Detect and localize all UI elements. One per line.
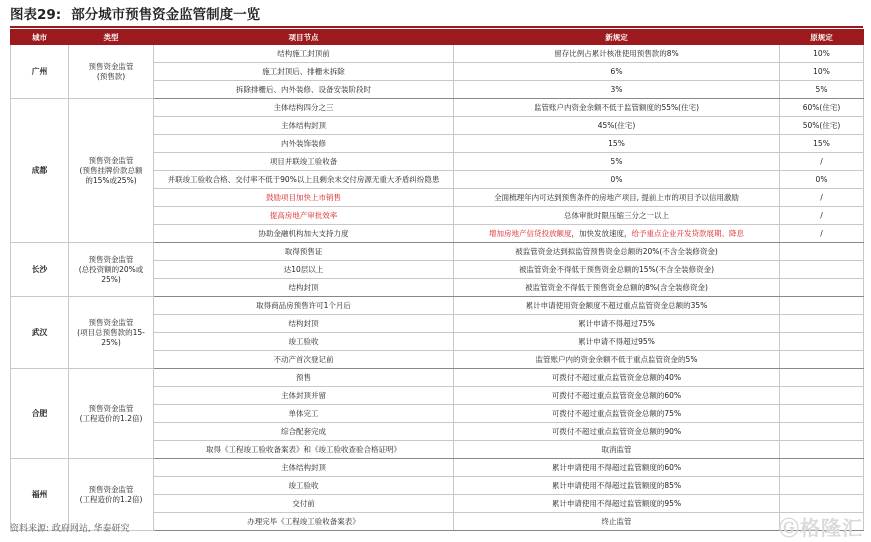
new-rule-cell: 监管账户内资金余额不低于监管额度的55%(住宅) <box>454 99 780 117</box>
old-rule-cell: 0% <box>780 171 864 189</box>
new-rule-cell: 可拨付不超过重点监管资金总额的75% <box>454 405 780 423</box>
new-rule-cell: 总体审批时限压缩三分之一以上 <box>454 207 780 225</box>
old-rule-cell <box>780 333 864 351</box>
new-rule-cell: 可拨付不超过重点监管资金总额的90% <box>454 423 780 441</box>
old-rule-cell: 50%(住宅) <box>780 117 864 135</box>
new-rule-cell: 可拨付不超过重点监管资金总额的60% <box>454 387 780 405</box>
old-rule-cell <box>780 369 864 387</box>
old-rule-cell: / <box>780 153 864 171</box>
new-rule-cell: 15% <box>454 135 780 153</box>
header-city: 城市 <box>11 30 69 45</box>
node-cell: 达10层以上 <box>154 261 454 279</box>
new-rule-cell: 留存比例占累计核准使用预售款的8% <box>454 45 780 63</box>
old-rule-cell <box>780 261 864 279</box>
old-rule-cell: / <box>780 189 864 207</box>
watermark-logo: Ⓖ格隆汇 <box>779 516 863 540</box>
old-rule-cell <box>780 459 864 477</box>
old-rule-cell <box>780 243 864 261</box>
source-note: 资料来源: 政府网站, 华泰研究 <box>10 524 130 534</box>
node-cell: 结构封顶 <box>154 279 454 297</box>
node-cell: 主体结构封顶 <box>154 117 454 135</box>
new-rule-cell: 被监管资金达到拟监管预售资金总额的20%(不含全装修资金) <box>454 243 780 261</box>
old-rule-cell: 5% <box>780 81 864 99</box>
old-rule-cell: 15% <box>780 135 864 153</box>
table-row <box>11 45 864 63</box>
new-rule-cell: 0% <box>454 171 780 189</box>
new-rule-cell: 全面梳理年内可达到预售条件的房地产项目, 提前上市的项目予以信用激励 <box>454 189 780 207</box>
node-cell: 结构施工封顶前 <box>154 45 454 63</box>
new-rule-cell: 3% <box>454 81 780 99</box>
node-cell: 施工封顶后、排栅未拆除 <box>154 63 454 81</box>
old-rule-cell <box>780 477 864 495</box>
new-rule-cell: 5% <box>454 153 780 171</box>
new-rule-cell: 累计申请使用资金额度不超过重点监管资金总额的35% <box>454 297 780 315</box>
old-rule-cell: 60%(住宅) <box>780 99 864 117</box>
new-rule-cell: 被监管资金不得低于预售资金总额的8%(含全装修资金) <box>454 279 780 297</box>
node-cell: 提高房地产审批效率 <box>154 207 454 225</box>
header-new-rule: 新规定 <box>454 30 780 45</box>
old-rule-cell <box>780 495 864 513</box>
new-rule-cell: 45%(住宅) <box>454 117 780 135</box>
node-cell: 办理完毕《工程竣工验收备案表》 <box>154 513 454 531</box>
node-cell: 竣工验收 <box>154 333 454 351</box>
header-node: 项目节点 <box>154 30 454 45</box>
regulation-table <box>10 29 864 531</box>
old-rule-cell <box>780 387 864 405</box>
old-rule-cell <box>780 351 864 369</box>
city-cell: 广州 <box>11 45 69 99</box>
node-cell: 交付前 <box>154 495 454 513</box>
node-cell: 项目并联竣工验收备 <box>154 153 454 171</box>
node-cell: 鼓励项目加快上市销售 <box>154 189 454 207</box>
figure-title <box>10 4 260 26</box>
new-rule-highlight: 增加房地产信贷投放额度 <box>489 229 572 238</box>
old-rule-cell <box>780 405 864 423</box>
header-old-rule: 原规定 <box>780 30 864 45</box>
old-rule-cell <box>780 315 864 333</box>
type-cell: 预售资金监管 (预售款) <box>69 45 154 99</box>
new-rule-cell: 累计申请不得超过95% <box>454 333 780 351</box>
new-rule-text: ，加快发放速度， <box>571 229 632 238</box>
new-rule-cell: 累计申请使用不得超过监管额度的60% <box>454 459 780 477</box>
type-cell: 预售资金监管 (预售挂牌价款总额 的15%或25%) <box>69 99 154 243</box>
new-rule-cell: 累计申请使用不得超过监管额度的85% <box>454 477 780 495</box>
city-cell: 长沙 <box>11 243 69 297</box>
old-rule-cell: / <box>780 207 864 225</box>
node-cell: 单体完工 <box>154 405 454 423</box>
type-cell: 预售资金监管 (工程造价的1.2倍) <box>69 459 154 531</box>
node-cell: 并联竣工验收合格、交付率不低于90%以上且剩余未交付房源无重大矛盾纠纷隐患 <box>154 171 454 189</box>
new-rule-highlight: 给予重点企业开发贷款展期、降息 <box>631 229 744 238</box>
table-row <box>11 243 864 261</box>
city-cell: 武汉 <box>11 297 69 369</box>
table-row <box>11 297 864 315</box>
figure-title-text: 部分城市预售资金监管制度一览 <box>71 7 261 23</box>
node-cell: 结构封顶 <box>154 315 454 333</box>
table-row <box>11 459 864 477</box>
node-cell: 拆除排栅后、内外装修、设备安装阶段时 <box>154 81 454 99</box>
node-cell: 竣工验收 <box>154 477 454 495</box>
old-rule-cell <box>780 441 864 459</box>
old-rule-cell <box>780 279 864 297</box>
city-cell: 福州 <box>11 459 69 531</box>
old-rule-cell: / <box>780 225 864 243</box>
node-cell: 不动产首次登记前 <box>154 351 454 369</box>
new-rule-cell <box>454 225 780 243</box>
old-rule-cell: 10% <box>780 63 864 81</box>
type-cell: 预售资金监管 (总投资额的20%或 25%) <box>69 243 154 297</box>
node-cell: 主体结构封顶 <box>154 459 454 477</box>
node-cell: 内外装饰装修 <box>154 135 454 153</box>
new-rule-cell: 被监管资金不得低于预售资金总额的15%(不含全装修资金) <box>454 261 780 279</box>
node-cell: 综合配套完成 <box>154 423 454 441</box>
node-cell: 协助金融机构加大支持力度 <box>154 225 454 243</box>
new-rule-cell: 取消监管 <box>454 441 780 459</box>
new-rule-cell: 累计申请不得超过75% <box>454 315 780 333</box>
node-cell: 取得《工程竣工验收备案表》和《竣工验收查验合格证明》 <box>154 441 454 459</box>
new-rule-cell: 终止监管 <box>454 513 780 531</box>
new-rule-cell: 可拨付不超过重点监管资金总额的40% <box>454 369 780 387</box>
city-cell: 合肥 <box>11 369 69 459</box>
old-rule-cell <box>780 423 864 441</box>
type-cell: 预售资金监管 (工程造价的1.2倍) <box>69 369 154 459</box>
old-rule-cell <box>780 297 864 315</box>
table-row <box>11 369 864 387</box>
type-cell: 预售资金监管 (项目总预售款的15- 25%) <box>69 297 154 369</box>
new-rule-cell: 监管账户内的资金余额不低于重点监管资金的5% <box>454 351 780 369</box>
node-cell: 主体封顶并留 <box>154 387 454 405</box>
city-cell: 成都 <box>11 99 69 243</box>
figure-label: 图表29: <box>10 7 62 23</box>
table-header-row <box>11 30 864 45</box>
header-type: 类型 <box>69 30 154 45</box>
node-cell: 取得预售证 <box>154 243 454 261</box>
new-rule-cell: 6% <box>454 63 780 81</box>
node-cell: 主体结构四分之三 <box>154 99 454 117</box>
table-row <box>11 99 864 117</box>
node-cell: 取得商品房预售许可1个月后 <box>154 297 454 315</box>
new-rule-cell: 累计申请使用不得超过监管额度的95% <box>454 495 780 513</box>
table-body <box>11 45 864 531</box>
node-cell: 预售 <box>154 369 454 387</box>
title-divider <box>10 26 863 28</box>
old-rule-cell: 10% <box>780 45 864 63</box>
